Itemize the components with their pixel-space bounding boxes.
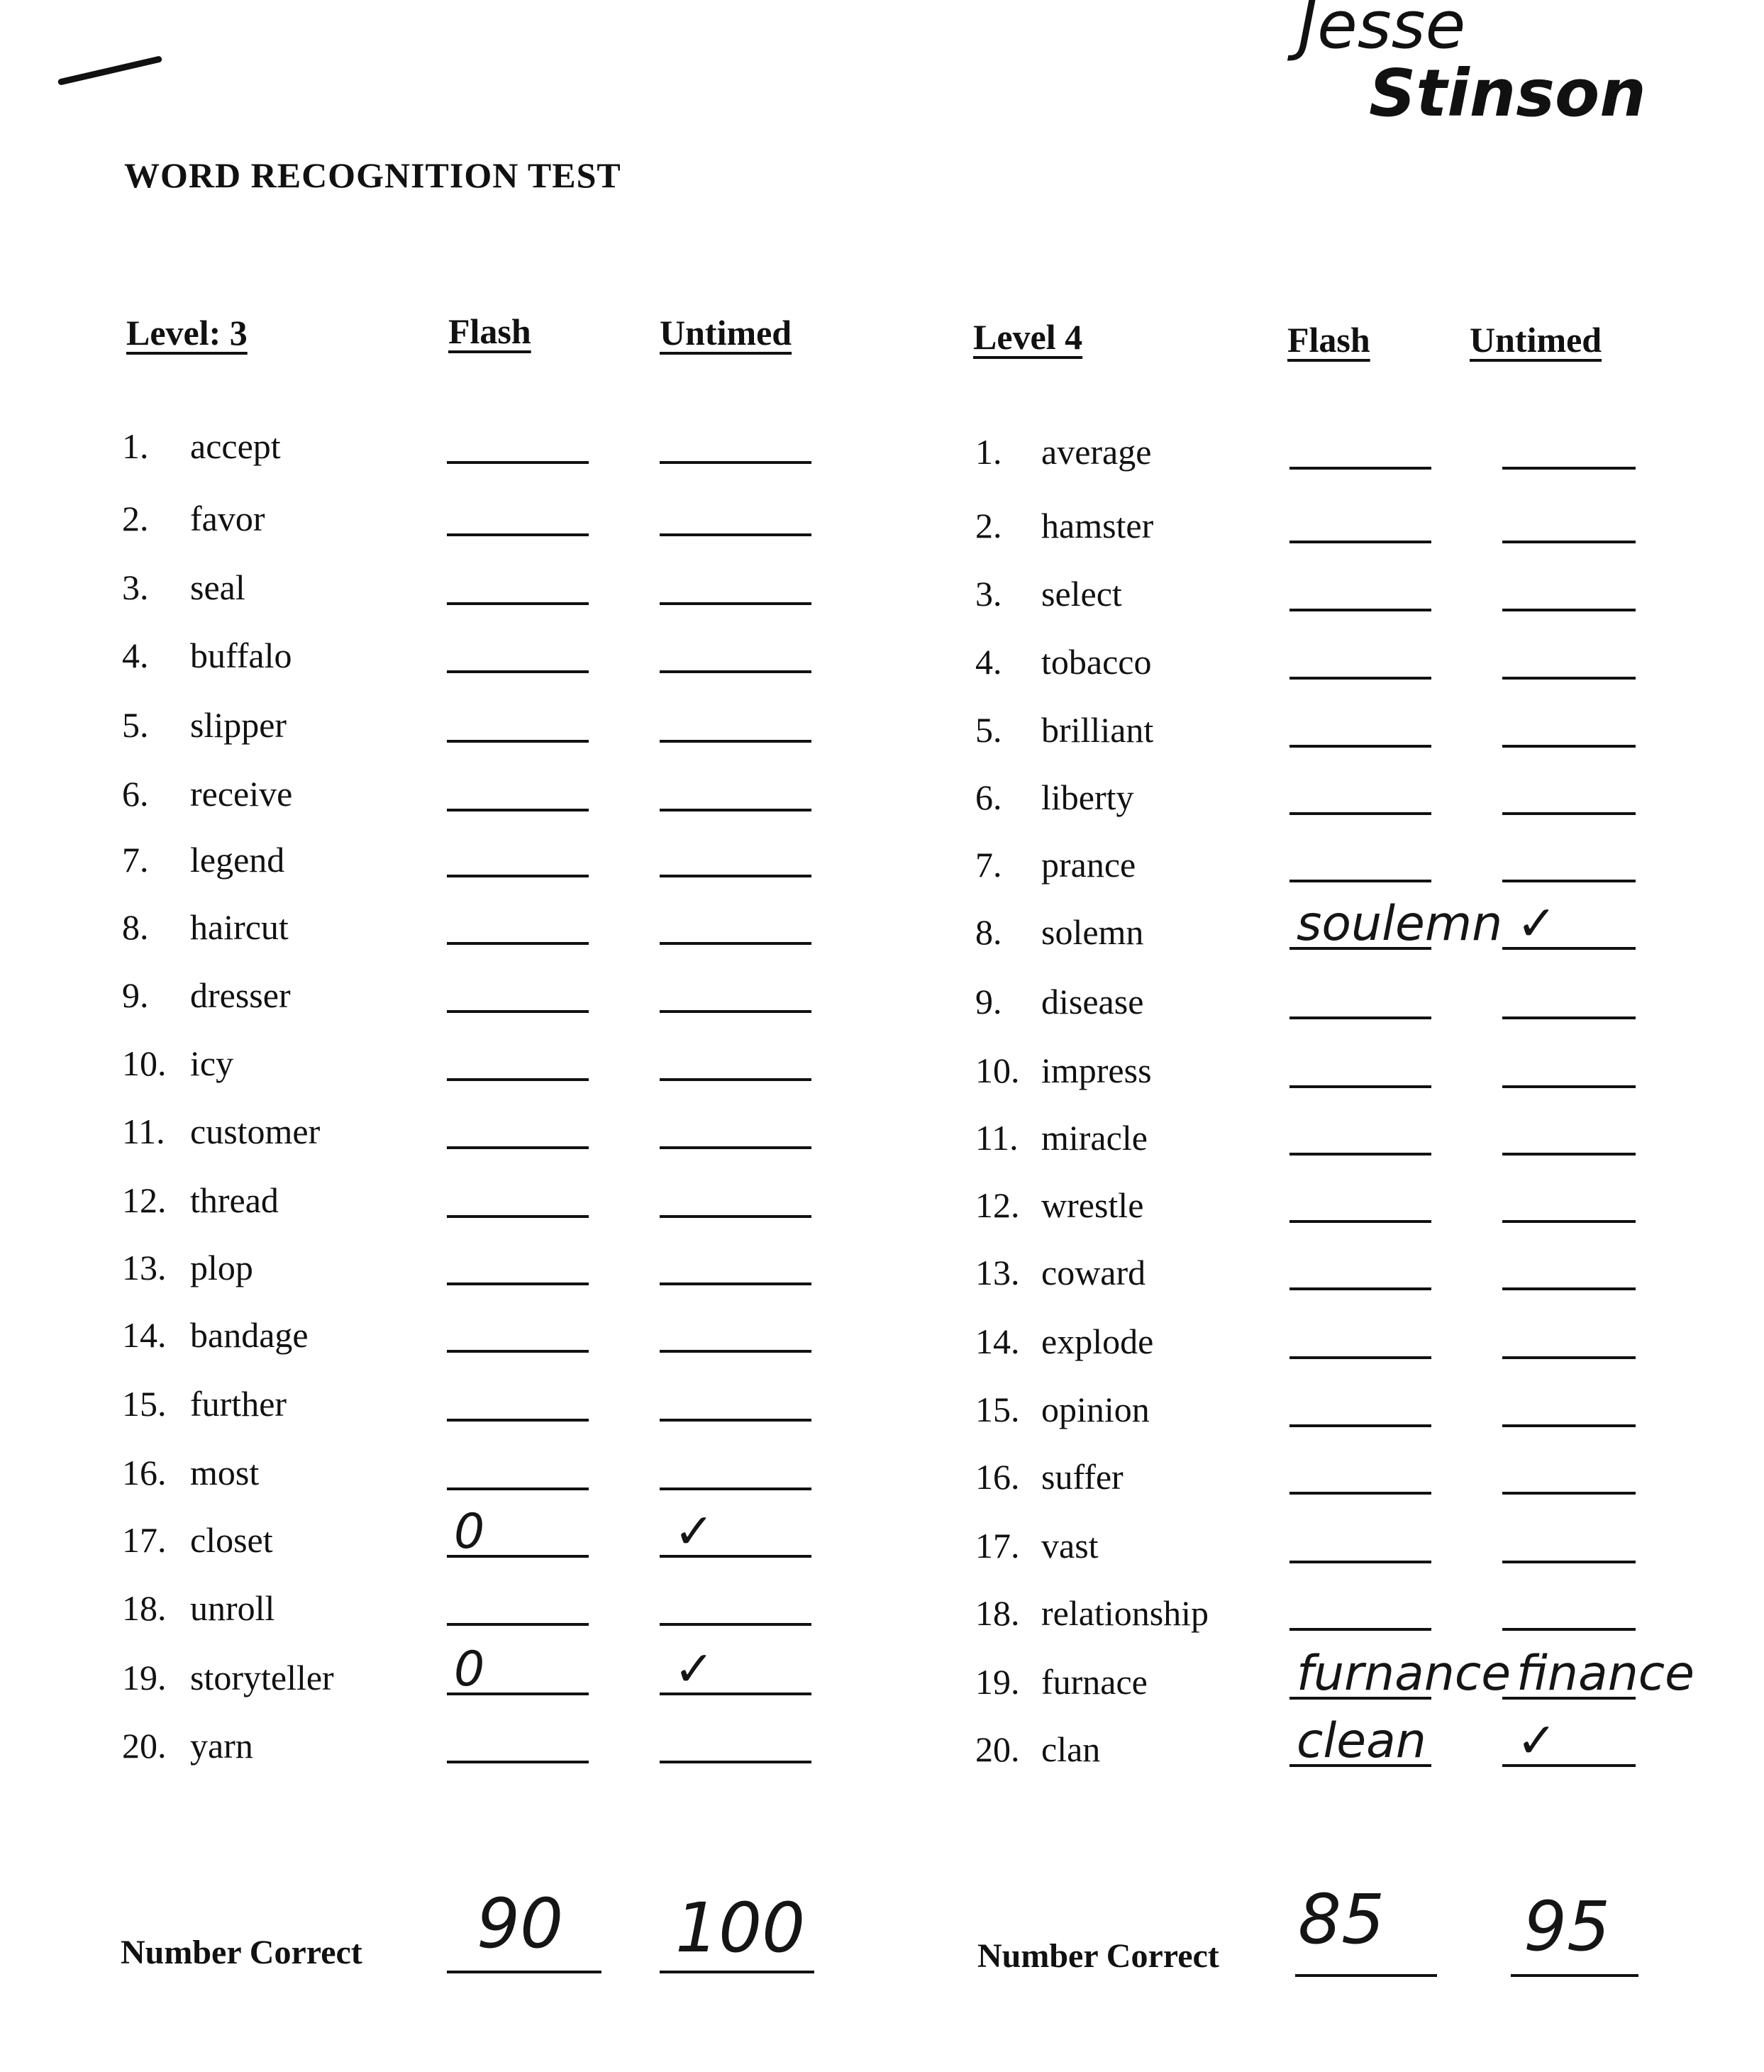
left-item-number: 16. [122, 1453, 167, 1492]
left-flash-blank[interactable] [447, 1623, 589, 1626]
right-item-number: 13. [975, 1253, 1020, 1292]
left-flash-blank[interactable] [447, 740, 589, 743]
right-item-number: 20. [975, 1729, 1020, 1769]
left-untimed-header: Untimed [660, 313, 792, 353]
left-item-number: 7. [122, 840, 149, 880]
right-untimed-blank[interactable] [1502, 1220, 1636, 1223]
left-level-header: Level: 3 [126, 313, 248, 353]
right-untimed-response: ✓ [1516, 1713, 1557, 1769]
left-untimed-blank[interactable] [660, 1350, 811, 1353]
left-untimed-response: ✓ [674, 1504, 714, 1560]
right-number-correct-label: Number Correct [977, 1937, 1219, 1975]
right-flash-blank[interactable] [1289, 812, 1431, 815]
left-flash-blank[interactable] [447, 1761, 589, 1763]
left-flash-blank[interactable] [447, 875, 589, 877]
right-item-word: wrestle [1041, 1185, 1144, 1225]
right-item-number: 6. [975, 777, 1002, 817]
right-untimed-score-blank[interactable] [1511, 1974, 1638, 1977]
right-flash-blank[interactable] [1289, 467, 1431, 470]
right-item-number: 18. [975, 1593, 1020, 1633]
left-flash-blank[interactable] [447, 809, 589, 811]
right-item-word: furnace [1041, 1662, 1148, 1702]
right-item-word: opinion [1041, 1390, 1150, 1429]
left-item-word: favor [190, 499, 265, 538]
left-item-word: slipper [190, 705, 287, 745]
left-flash-blank[interactable] [447, 1419, 589, 1422]
left-untimed-blank[interactable] [660, 740, 811, 743]
left-item-number: 13. [122, 1248, 167, 1287]
left-item-word: thread [190, 1180, 279, 1220]
right-flash-response: clean [1297, 1713, 1426, 1769]
right-item-word: prance [1041, 845, 1136, 885]
left-flash-blank[interactable] [447, 1010, 589, 1013]
right-item-number: 10. [975, 1051, 1020, 1090]
right-item-word: disease [1041, 982, 1144, 1021]
right-flash-response: soulemn [1297, 896, 1503, 952]
right-item-word: average [1041, 432, 1152, 472]
page-title: WORD RECOGNITION TEST [124, 155, 621, 195]
left-untimed-blank[interactable] [660, 533, 811, 536]
right-flash-blank[interactable] [1289, 1016, 1431, 1019]
right-flash-blank[interactable] [1289, 609, 1431, 611]
left-flash-blank[interactable] [447, 1487, 589, 1490]
left-item-number: 10. [122, 1043, 167, 1083]
left-flash-response: 0 [454, 1504, 485, 1560]
left-item-number: 11. [122, 1112, 165, 1151]
left-item-word: plop [190, 1248, 253, 1287]
left-untimed-score: 100 [675, 1888, 806, 1968]
right-item-word: clan [1041, 1729, 1101, 1769]
right-flash-blank[interactable] [1289, 1628, 1431, 1631]
left-flash-header: Flash [448, 311, 531, 351]
left-item-word: buffalo [190, 636, 292, 675]
left-flash-blank[interactable] [447, 1078, 589, 1081]
right-item-word: explode [1041, 1322, 1154, 1361]
left-untimed-blank[interactable] [660, 602, 811, 605]
left-flash-blank[interactable] [447, 1282, 589, 1285]
right-untimed-score: 95 [1524, 1887, 1611, 1966]
right-item-word: tobacco [1041, 642, 1152, 682]
left-item-number: 14. [122, 1315, 167, 1355]
right-item-number: 1. [975, 432, 1002, 472]
right-flash-blank[interactable] [1289, 1287, 1431, 1290]
right-untimed-blank[interactable] [1502, 1628, 1636, 1631]
left-item-number: 19. [122, 1658, 167, 1697]
right-item-word: solemn [1041, 912, 1144, 952]
right-item-word: impress [1041, 1051, 1152, 1090]
left-untimed-score-blank[interactable] [660, 1971, 814, 1973]
right-flash-score-blank[interactable] [1295, 1974, 1437, 1977]
right-item-word: brilliant [1041, 710, 1154, 750]
right-item-number: 4. [975, 642, 1002, 682]
right-flash-response: furnance [1297, 1646, 1511, 1702]
pen-mark [57, 55, 162, 86]
left-flash-blank[interactable] [447, 942, 589, 945]
left-untimed-blank[interactable] [660, 1215, 811, 1218]
left-flash-blank[interactable] [447, 461, 589, 464]
right-flash-blank[interactable] [1289, 1220, 1431, 1223]
left-untimed-response: ✓ [674, 1641, 714, 1697]
right-untimed-blank[interactable] [1502, 1424, 1636, 1427]
left-item-word: customer [190, 1112, 321, 1151]
right-item-word: select [1041, 574, 1122, 614]
right-item-number: 9. [975, 982, 1002, 1021]
left-flash-blank[interactable] [447, 602, 589, 605]
right-item-number: 5. [975, 710, 1002, 750]
right-flash-blank[interactable] [1289, 1561, 1431, 1563]
left-item-word: haircut [190, 907, 289, 947]
right-untimed-blank[interactable] [1502, 1561, 1636, 1563]
right-flash-score: 85 [1298, 1880, 1385, 1959]
left-untimed-blank[interactable] [660, 1419, 811, 1422]
right-item-word: relationship [1041, 1593, 1209, 1633]
right-untimed-blank[interactable] [1502, 1153, 1636, 1156]
student-first-name: Jesse [1298, 0, 1466, 63]
left-item-number: 5. [122, 705, 149, 745]
right-flash-blank[interactable] [1289, 1085, 1431, 1088]
left-item-word: unroll [190, 1588, 275, 1628]
left-item-word: most [190, 1453, 260, 1492]
left-untimed-blank[interactable] [660, 1623, 811, 1626]
left-item-number: 17. [122, 1520, 167, 1560]
left-untimed-blank[interactable] [660, 1146, 811, 1149]
right-flash-blank[interactable] [1289, 745, 1431, 748]
right-flash-blank[interactable] [1289, 677, 1431, 680]
right-item-number: 15. [975, 1390, 1020, 1429]
right-item-word: liberty [1041, 777, 1134, 817]
left-untimed-blank[interactable] [660, 670, 811, 673]
right-item-number: 16. [975, 1457, 1020, 1497]
right-level-header: Level 4 [973, 317, 1083, 357]
left-item-word: accept [190, 426, 281, 466]
right-untimed-blank[interactable] [1502, 1356, 1636, 1359]
right-item-word: suffer [1041, 1457, 1124, 1497]
left-item-number: 12. [122, 1180, 167, 1220]
right-item-number: 2. [975, 506, 1002, 545]
right-flash-blank[interactable] [1289, 880, 1431, 882]
right-untimed-blank[interactable] [1502, 1016, 1636, 1019]
left-item-number: 15. [122, 1384, 167, 1424]
right-untimed-blank[interactable] [1502, 1085, 1636, 1088]
right-item-number: 7. [975, 845, 1002, 885]
right-item-word: coward [1041, 1253, 1146, 1292]
right-flash-blank[interactable] [1289, 1424, 1431, 1427]
left-flash-blank[interactable] [447, 1146, 589, 1149]
left-item-number: 3. [122, 567, 149, 607]
left-item-number: 20. [122, 1726, 167, 1766]
left-untimed-blank[interactable] [660, 1487, 811, 1490]
left-item-word: receive [190, 774, 293, 814]
left-untimed-blank[interactable] [660, 1010, 811, 1013]
right-untimed-blank[interactable] [1502, 880, 1636, 882]
right-untimed-blank[interactable] [1502, 1287, 1636, 1290]
right-item-word: vast [1041, 1526, 1099, 1566]
left-item-word: further [190, 1384, 287, 1424]
right-flash-blank[interactable] [1289, 1492, 1431, 1495]
left-item-number: 1. [122, 426, 149, 466]
right-untimed-blank[interactable] [1502, 467, 1636, 470]
right-item-word: miracle [1041, 1118, 1148, 1158]
left-item-number: 18. [122, 1588, 167, 1628]
right-untimed-blank[interactable] [1502, 1492, 1636, 1495]
right-untimed-blank[interactable] [1502, 812, 1636, 815]
left-flash-blank[interactable] [447, 670, 589, 673]
left-item-word: dresser [190, 975, 291, 1015]
left-untimed-blank[interactable] [660, 809, 811, 811]
left-flash-score-blank[interactable] [447, 1971, 601, 1973]
right-item-number: 8. [975, 912, 1002, 952]
left-number-correct-label: Number Correct [121, 1934, 362, 1971]
right-item-number: 12. [975, 1185, 1020, 1225]
right-item-number: 11. [975, 1118, 1019, 1158]
right-flash-header: Flash [1287, 320, 1370, 360]
right-item-number: 14. [975, 1322, 1020, 1361]
right-untimed-blank[interactable] [1502, 541, 1636, 543]
right-flash-blank[interactable] [1289, 1356, 1431, 1359]
right-untimed-response: ✓ [1516, 896, 1557, 952]
left-flash-blank[interactable] [447, 533, 589, 536]
left-untimed-blank[interactable] [660, 1078, 811, 1081]
left-item-word: yarn [190, 1726, 253, 1766]
left-untimed-blank[interactable] [660, 942, 811, 945]
left-item-word: icy [190, 1043, 234, 1083]
right-item-word: hamster [1041, 506, 1154, 545]
right-untimed-header: Untimed [1470, 320, 1602, 360]
left-item-number: 9. [122, 975, 149, 1015]
right-flash-blank[interactable] [1289, 541, 1431, 543]
right-flash-blank[interactable] [1289, 1153, 1431, 1156]
left-flash-blank[interactable] [447, 1215, 589, 1218]
left-item-number: 2. [122, 499, 149, 538]
left-untimed-blank[interactable] [660, 875, 811, 877]
right-untimed-blank[interactable] [1502, 609, 1636, 611]
left-item-word: legend [190, 840, 285, 880]
left-flash-response: 0 [454, 1641, 485, 1697]
right-untimed-response: finance [1516, 1646, 1695, 1702]
left-flash-blank[interactable] [447, 1350, 589, 1353]
left-flash-score: 90 [477, 1884, 564, 1963]
right-item-number: 3. [975, 574, 1002, 614]
left-untimed-blank[interactable] [660, 461, 811, 464]
left-item-word: storyteller [190, 1658, 334, 1697]
right-item-number: 17. [975, 1526, 1020, 1566]
left-item-number: 6. [122, 774, 149, 814]
right-item-number: 19. [975, 1662, 1020, 1702]
left-item-number: 4. [122, 636, 149, 675]
left-untimed-blank[interactable] [660, 1761, 811, 1763]
left-item-word: seal [190, 567, 245, 607]
left-item-number: 8. [122, 907, 149, 947]
left-item-word: closet [190, 1520, 273, 1560]
right-untimed-blank[interactable] [1502, 745, 1636, 748]
left-untimed-blank[interactable] [660, 1282, 811, 1285]
left-item-word: bandage [190, 1315, 309, 1355]
right-untimed-blank[interactable] [1502, 677, 1636, 680]
student-last-name: Stinson [1369, 55, 1646, 131]
